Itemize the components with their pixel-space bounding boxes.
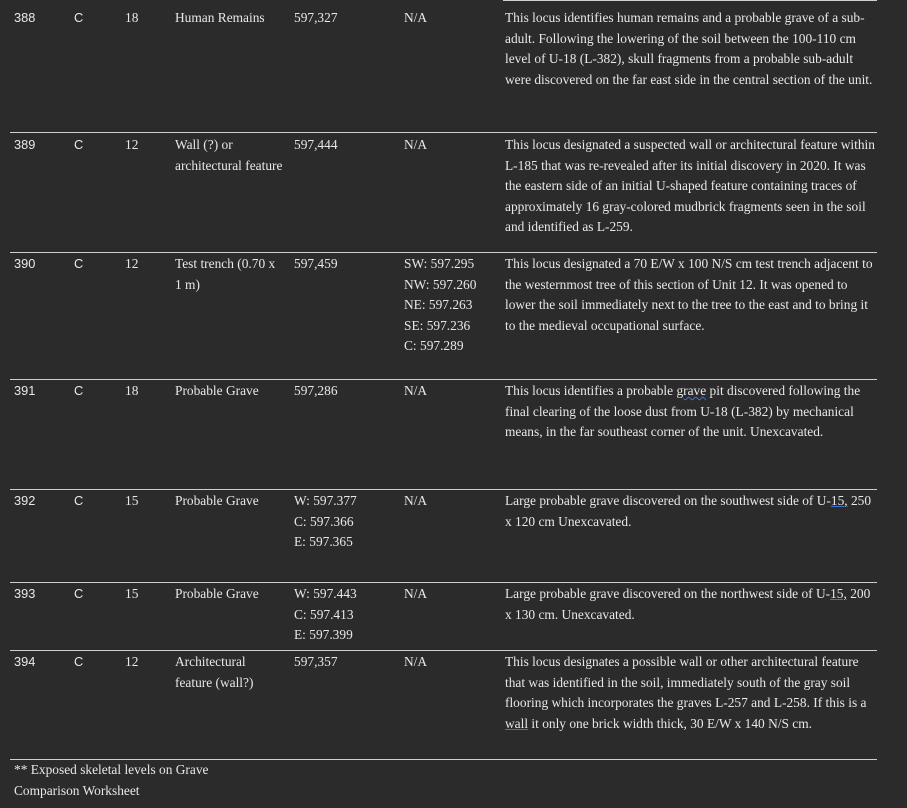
description-cell: Probable Grave <box>175 493 259 508</box>
unit-cell: 12 <box>125 137 139 152</box>
description-cell: Probable Grave <box>175 383 259 398</box>
area-cell: C <box>74 137 84 152</box>
elevation-cell: 597,459 <box>294 256 338 271</box>
elevation-cell: 597,286 <box>294 383 338 398</box>
comment-cell: This locus designated a suspected wall or architectural feature within L-185 that was re-revealed after its initial discovery in 2020. It was the eastern side of an initial U-shaped feature containing traces of approximately 16 gray-colored mudbrick fragments seen in the soil and identified as L-259. <box>505 137 875 235</box>
elevation-cell <box>294 584 394 646</box>
locus-number: 389 <box>14 137 36 152</box>
area-cell: C <box>74 493 84 508</box>
elevation-line: E: 597.365 <box>294 534 353 550</box>
elevation2-cell: N/A <box>404 383 428 398</box>
unit-cell: 12 <box>125 256 139 271</box>
locus-number: 391 <box>14 383 36 398</box>
elevation2-cell: N/A <box>404 654 428 669</box>
description-cell: Architectural feature (wall?) <box>175 654 254 690</box>
elevation-cell <box>294 491 394 553</box>
comment-text: Large probable grave discovered on the southwest side of U- <box>505 493 831 508</box>
unit-cell: 15 <box>125 586 139 601</box>
row-divider <box>10 132 877 133</box>
footnote: ** Exposed skeletal levels on Grave Comparison Worksheet <box>14 762 209 798</box>
comment-cell <box>505 381 877 443</box>
elevation2-cell <box>404 254 496 357</box>
area-cell: C <box>74 256 84 271</box>
elevation2-line: NW: 597.260 <box>404 276 477 292</box>
elevation2-cell: N/A <box>404 493 428 508</box>
row-divider <box>10 252 877 253</box>
comment-text: Large probable grave discovered on the northwest side of U- <box>505 586 831 601</box>
elevation-line: W: 597.443 <box>294 586 357 601</box>
elevation-line: W: 597.377 <box>294 493 357 508</box>
row-divider <box>10 582 877 583</box>
area-cell: C <box>74 383 84 398</box>
comment-cell: This locus identifies human remains and a probable grave of a sub-adult. Following the lowering of the soil between the 100-110 cm level of U-18 (L-382), skull fragments from a probable sub-adult were discovered on the far east side in the central section of the unit. <box>505 10 873 87</box>
description-cell: Human Remains <box>175 10 265 25</box>
elevation-line: E: 597.399 <box>294 627 353 643</box>
area-cell: C <box>74 654 84 669</box>
elevation2-line: SW: 597.295 <box>404 256 475 271</box>
comment-text: 250 x 120 cm Unexcavated. <box>505 493 872 529</box>
comment-text: 200 x 130 cm. Unexcavated. <box>505 586 871 622</box>
unit-cell: 18 <box>125 383 139 398</box>
row-divider <box>10 650 877 651</box>
comment-text: This locus designates a possible wall or other architectural feature that was identified in the soil, immediately south of the gray soil flooring which incorporates the graves L-257 and L-258. If this is a <box>505 654 867 711</box>
elevation2-cell: N/A <box>404 10 428 25</box>
comment-text: This locus identifies a probable <box>505 383 677 398</box>
area-cell: C <box>74 586 84 601</box>
spellcheck-mark: 15, <box>830 493 848 508</box>
elevation2-cell: N/A <box>404 586 428 601</box>
elevation2-cell: N/A <box>404 137 428 152</box>
description-cell: Probable Grave <box>175 586 259 601</box>
elevation-cell: 597,357 <box>294 654 338 669</box>
comment-cell <box>505 584 877 625</box>
row-divider <box>10 379 877 380</box>
unit-cell: 15 <box>125 493 139 508</box>
comment-text: it only one brick width thick, 30 E/W x 140 N/S cm. <box>528 715 812 731</box>
spellcheck-mark: 15, <box>830 586 847 601</box>
area-cell: C <box>74 10 84 25</box>
spellcheck-mark: grave <box>676 383 707 398</box>
elevation-line: C: 597.413 <box>294 606 354 622</box>
elevation-cell: 597,327 <box>294 10 338 25</box>
locus-number: 392 <box>14 493 36 508</box>
comment-cell <box>505 491 877 532</box>
locus-number: 394 <box>14 654 36 669</box>
elevation2-line: SE: 597.236 <box>404 317 471 333</box>
row-divider <box>10 489 877 490</box>
unit-cell: 12 <box>125 654 139 669</box>
locus-number: 388 <box>14 10 36 25</box>
locus-number: 393 <box>14 586 36 601</box>
comment-text: pit discovered following the final clearing of the loose dust from U-18 (L-382) by mechanical means, in the far southeast corner of the unit. Unexcavated. <box>505 383 861 440</box>
description-cell: Wall (?) or architectural feature <box>175 137 283 173</box>
comment-cell <box>505 652 877 734</box>
locus-number: 390 <box>14 256 36 271</box>
elevation-line: C: 597.366 <box>294 513 354 529</box>
description-cell: Test trench (0.70 x 1 m) <box>175 256 276 292</box>
elevation2-line: C: 597.289 <box>404 338 464 354</box>
elevation-cell: 597,444 <box>294 137 338 152</box>
unit-cell: 18 <box>125 10 139 25</box>
elevation2-line: NE: 597.263 <box>404 297 473 313</box>
comment-cell: This locus designated a 70 E/W x 100 N/S cm test trench adjacent to the westernmost tree of this section of Unit 12. It was opened to lower the soil immediately next to the tree to the east and to bring it to the medieval occupational surface. <box>505 256 873 333</box>
top-divider <box>503 0 877 3</box>
spellcheck-mark: wall <box>505 715 529 731</box>
